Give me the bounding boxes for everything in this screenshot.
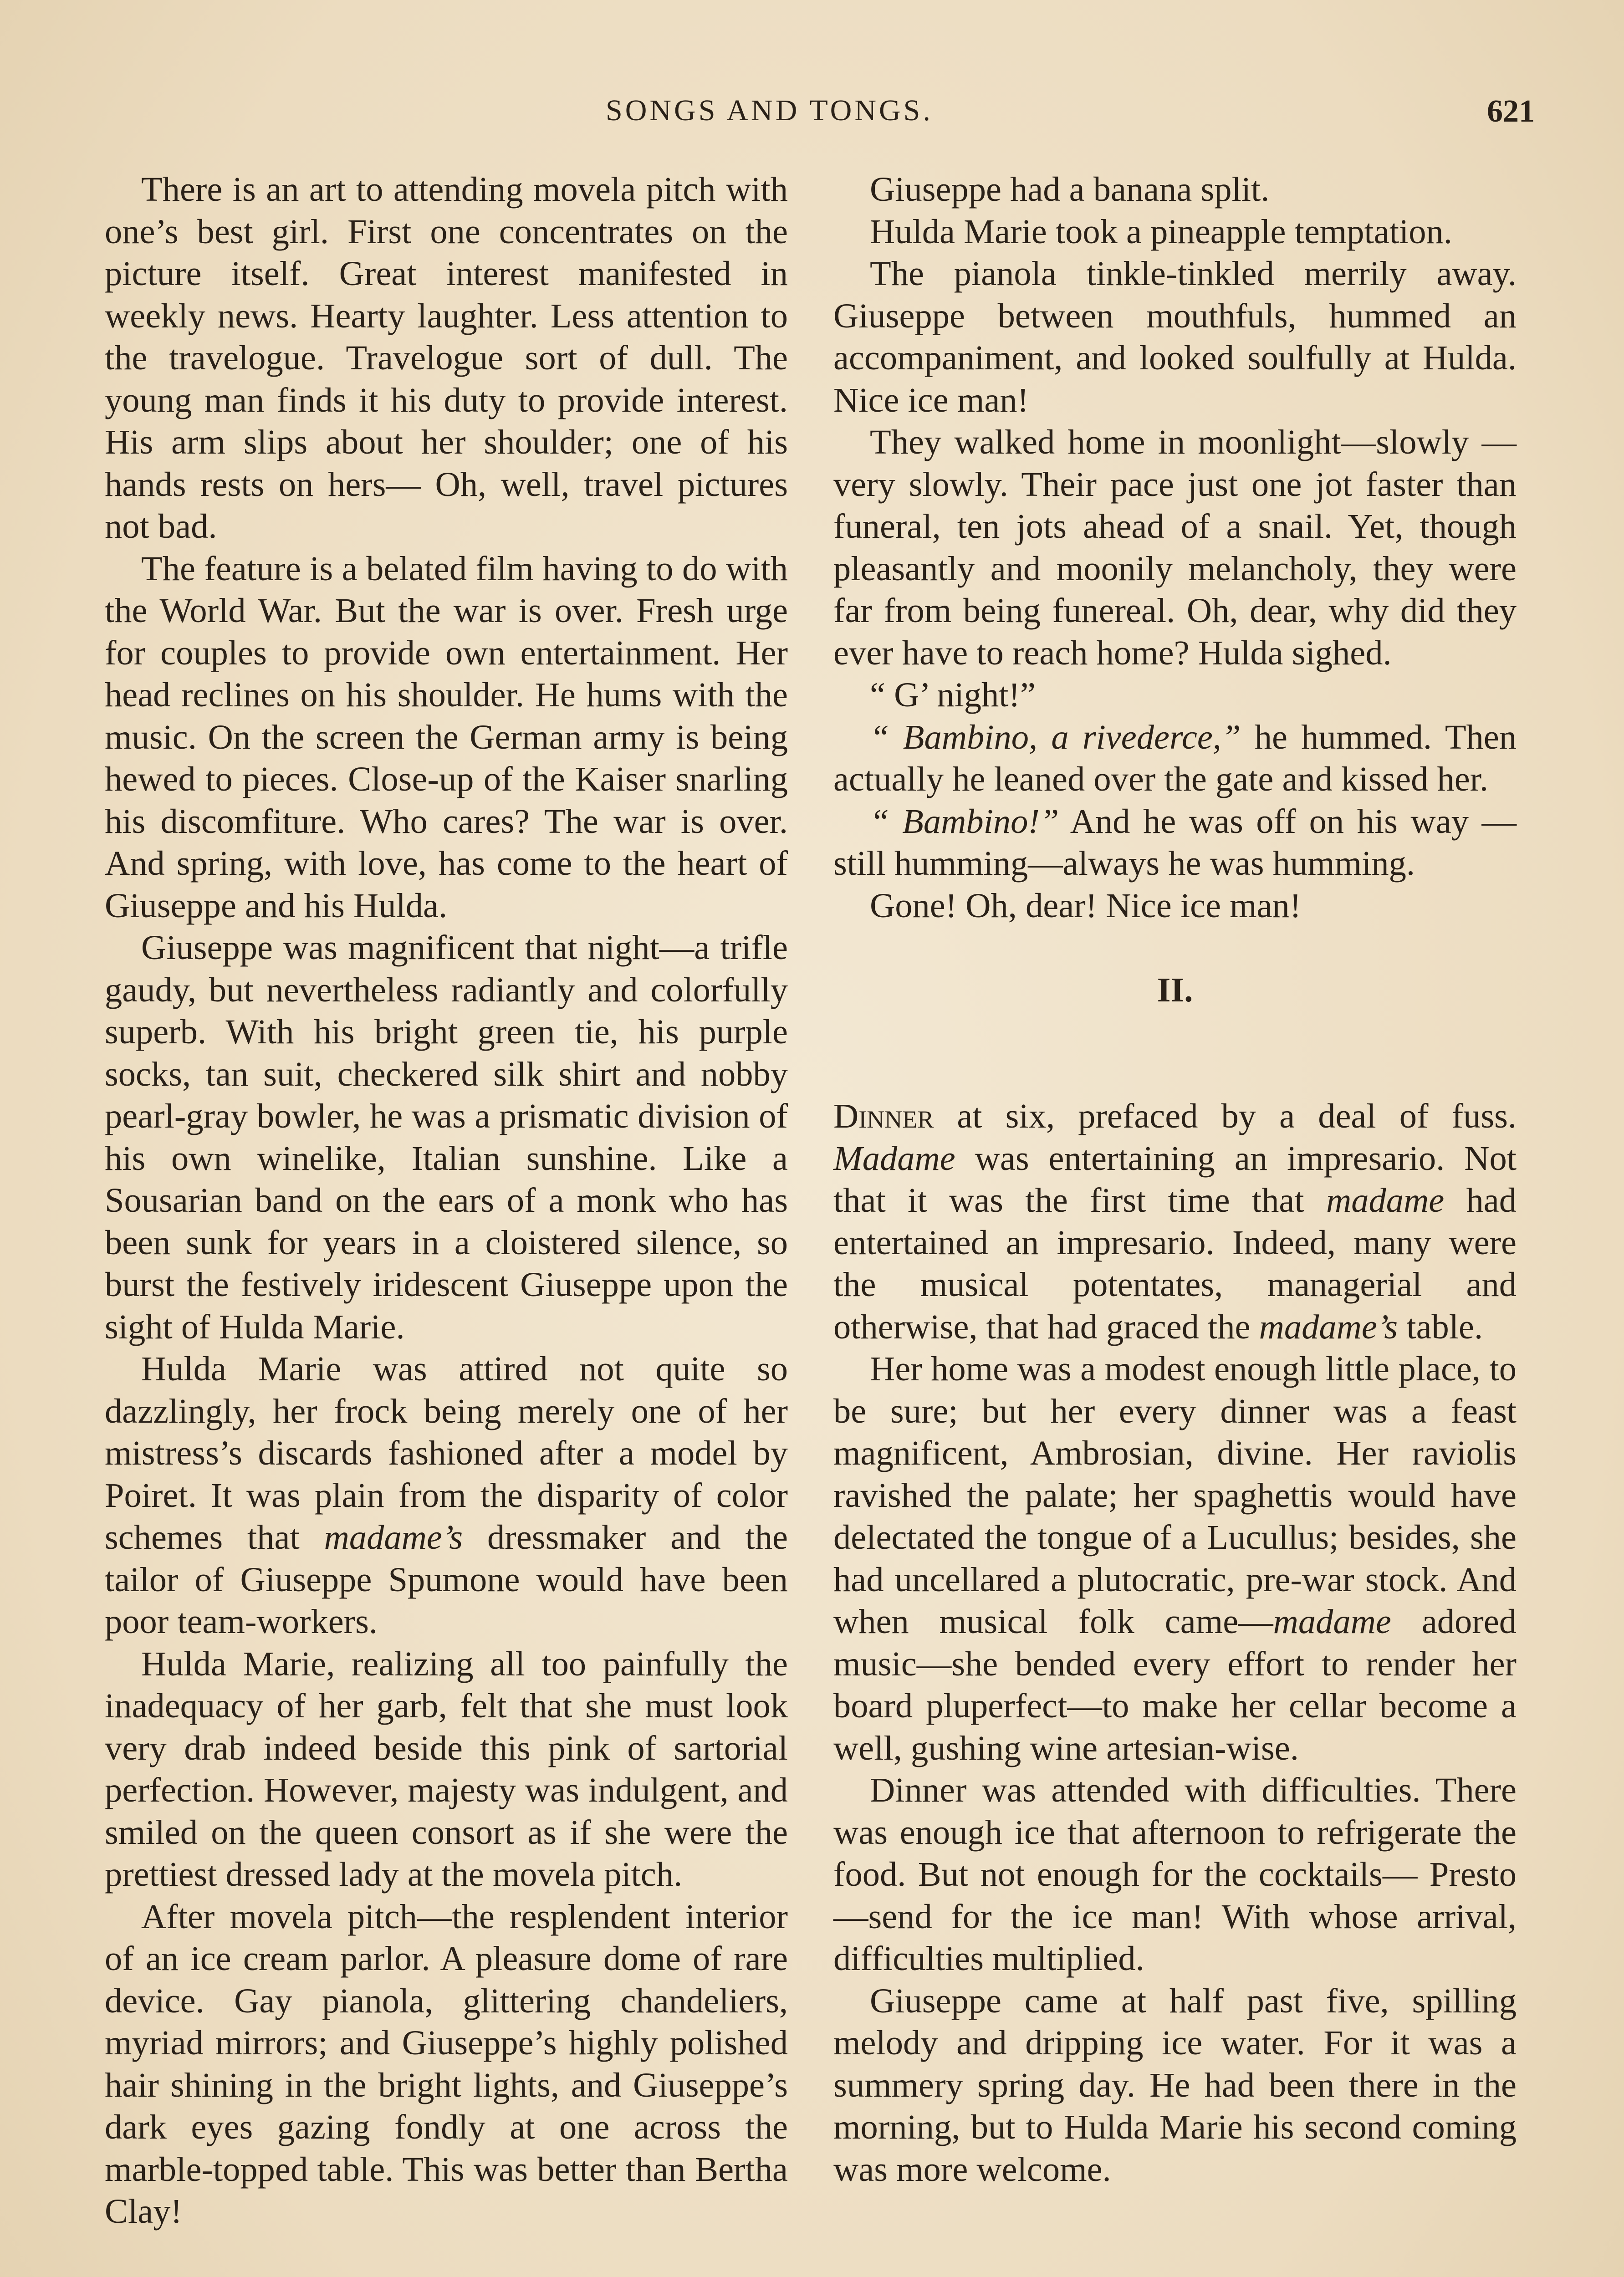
text-run: Hulda Marie was attired not quite so dazzlingly, her frock being merely one of her mistress’s discards fashioned after a model by Poiret. It was plain from the disparity of color schemes that <box>105 1349 788 1557</box>
text-run: dressmaker and the tailor of Giuseppe Spumone would have been poor team-workers. <box>105 1518 788 1641</box>
paragraph: Hulda Marie took a pineapple temptation. <box>870 212 1452 251</box>
italic-text: madame’s <box>1259 1307 1398 1346</box>
paragraph: Giuseppe came at half past five, spilling melody and dripping ice water. For it was a summery spring day. He had been there in the morning, but to Hulda Marie his second coming was more welcome. <box>833 1981 1517 2189</box>
running-title: SONGS AND TONGS. <box>606 94 933 127</box>
running-head <box>606 93 1535 139</box>
section-heading: II. <box>1157 970 1193 1009</box>
paragraph: There is an art to attending movela pitch with one’s best girl. First one concentrates on the picture itself. Great interest manifested in weekly news. Hearty laughter. Less attention to the travelogue. Travelogue sort of dull. The young man finds it his duty to provide interest. His arm slips about her shoulder; one of his hands rests on hers— Oh, well, travel pictures not bad. <box>105 170 788 546</box>
italic-text: madame’s <box>324 1518 463 1557</box>
page-number: 621 <box>1487 94 1535 129</box>
paragraph: The feature is a belated film having to do with the World War. But the war is over. Fresh urge for couples to provide own entertainment. Her head reclines on his shoulder. He hums with the music. On the screen the German army is being hewed to pieces. Close-up of the Kaiser snarling his discomfiture. Who cares? The war is over. And spring, with love, has come to the heart of Giuseppe and his Hulda. <box>105 549 788 925</box>
paragraph <box>833 1095 1517 1348</box>
paragraph: “ G’ night!” <box>870 675 1036 714</box>
small-caps-text: Dinner <box>833 1097 934 1135</box>
paragraph <box>105 1348 788 1643</box>
paragraph: After movela pitch—the resplendent interior of an ice cream parlor. A pleasure dome of rare device. Gay pianola, glittering chandeliers, myriad mirrors; and Giuseppe’s highly polished hair shining in the bright lights, and Giuseppe’s dark eyes gazing fondly at one across the marble-topped table. This was better than Bertha Clay! <box>105 1897 788 2231</box>
right-column <box>833 168 1517 2190</box>
paragraph <box>833 801 1517 885</box>
paragraph: Giuseppe was magnificent that night—a trifle gaudy, but nevertheless radiantly and colorfully superb. With his bright green tie, his purple socks, tan suit, checkered silk shirt and nobby pearl-gray bowler, he was a prismatic division of his own winelike, Italian sunshine. Like a Sousarian band on the ears of a monk who has been sunk for years in a cloistered silence, so burst the festively iridescent Giuseppe upon the sight of Hulda Marie. <box>105 928 788 1346</box>
text-run: Her home was a modest enough little place, to be sure; but her every dinner was a feast magnificent, Ambrosian, divine. Her raviolis ravished the palate; her spaghettis would have delectated the tongue of a Lucullus; besides, she had uncellared a plutocratic, pre-war stock. And when musical folk came— <box>833 1349 1517 1641</box>
paragraph: Giuseppe had a banana split. <box>870 170 1270 209</box>
text-run: he hummed. Then actually he leaned over the gate and kissed her. <box>833 717 1517 798</box>
text-run: had entertained an impresario. Indeed, many were the musical potentates, managerial and otherwise, that had graced the <box>833 1181 1517 1346</box>
paragraph: Gone! Oh, dear! Nice ice man! <box>870 886 1302 925</box>
italic-text: madame <box>1273 1602 1391 1641</box>
text-run: And he was off on his way —still humming—always he was humming. <box>833 802 1517 883</box>
paragraph: Dinner was attended with difficulties. There was enough ice that afternoon to refrigerate the food. But not enough for the cocktails— Presto—send for the ice man! With whose arrival, difficulties multiplied. <box>833 1771 1517 1978</box>
paragraph: The pianola tinkle-tinkled merrily away. Giuseppe between mouthfuls, hummed an accompaniment, and looked soulfully at Hulda. Nice ice man! <box>833 254 1517 419</box>
italic-text: Madame <box>833 1138 955 1178</box>
text-run: was entertaining an impresario. Not that it was the first time that <box>833 1138 1517 1220</box>
text-run: at six, prefaced by a deal of fuss. <box>934 1097 1517 1135</box>
italic-text: “ Bambino, a rivederce,” <box>870 717 1241 756</box>
text-run: table. <box>1398 1307 1483 1346</box>
paragraph: They walked home in moonlight—slowly —very slowly. Their pace just one jot faster than funeral, ten jots ahead of a snail. Yet, though pleasantly and moonily melancholy, they were far from being funereal. Oh, dear, why did they ever have to reach home? Hulda sighed. <box>833 423 1517 672</box>
italic-text: “ Bambino!” <box>870 802 1059 841</box>
paragraph <box>833 716 1517 801</box>
paragraph <box>833 1348 1517 1769</box>
text-run: adored music—she bended every effort to render her board pluperfect—to make her cellar become a well, gushing wine artesian-wise. <box>833 1602 1517 1767</box>
italic-text: madame <box>1326 1181 1445 1220</box>
left-column <box>105 168 788 2233</box>
paragraph: Hulda Marie, realizing all too painfully the inadequacy of her garb, felt that she must look very drab indeed beside this pink of sartorial perfection. However, majesty was indulgent, and smiled on the queen consort as if she were the prettiest dressed lady at the movela pitch. <box>105 1644 788 1894</box>
